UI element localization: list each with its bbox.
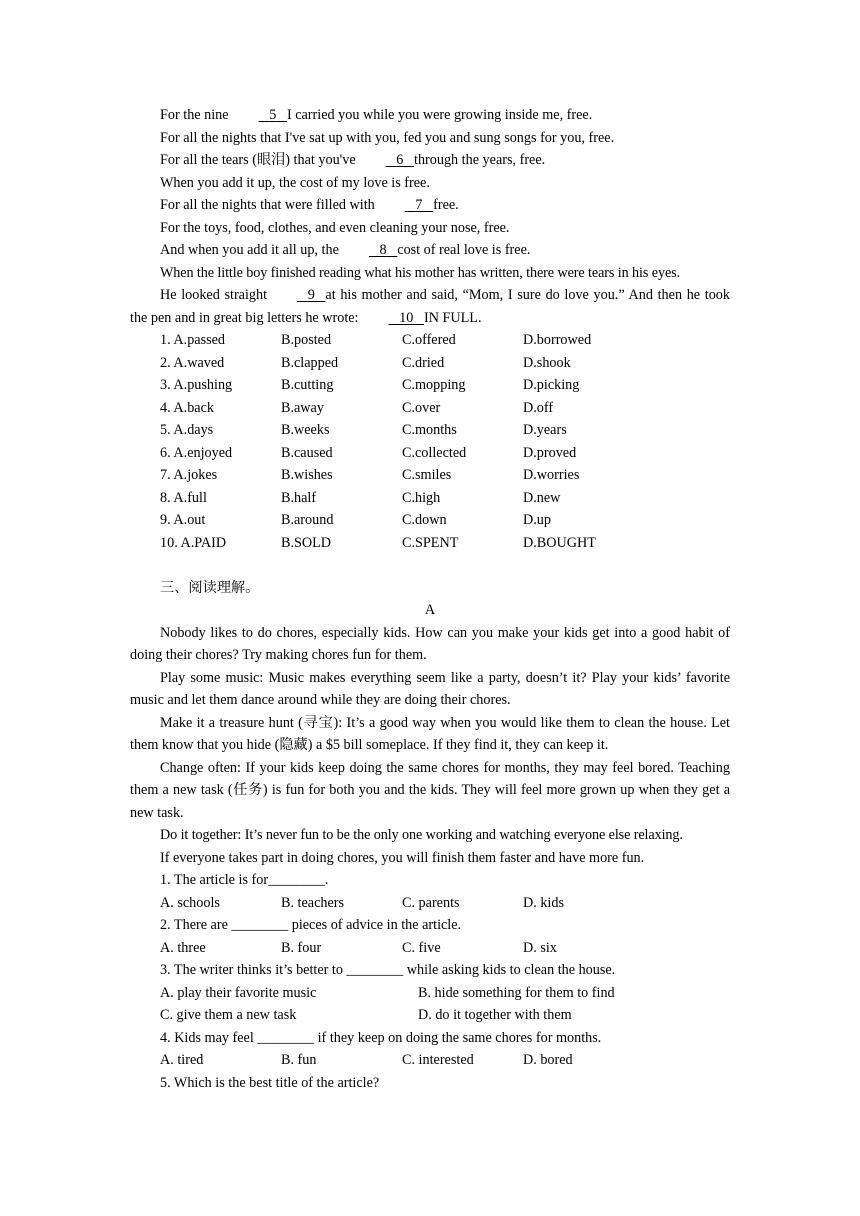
- question-3-options-row1: A. play their favorite music B. hide something for them to find: [160, 984, 615, 1001]
- question-5: 5. Which is the best title of the article?: [160, 1074, 380, 1091]
- option-row: 5. A.days B.weeks C.months D.years: [160, 422, 567, 438]
- cloze-blank: 7: [415, 197, 423, 213]
- section-title: 三、阅读理解。: [160, 579, 260, 596]
- cloze-blank: 8: [379, 242, 387, 258]
- cloze-blank: 10: [399, 309, 414, 326]
- question-2-options: A. three B. four C. five D. six: [160, 939, 557, 956]
- option-row: 1. A.passed B.posted C.offered D.borrowed: [160, 332, 592, 348]
- question-1-options: A. schools B. teachers C. parents D. kids: [160, 894, 564, 911]
- passage-paragraph: Change often: If your kids keep doing the same chores for months, they may feel bored. Teaching them a new task (任务) is fun for both you and the kids. They will feel more grown up when they get a new task.: [130, 759, 730, 821]
- poem-line: For all the tears (眼泪) that you've 6 through the years, free.: [130, 149, 730, 172]
- passage-paragraph: Make it a treasure hunt (寻宝): It’s a good way when you would like them to clean the house. Let them know that you hide (隐藏) a $5 bill someplace. If they find it, they can keep it.: [130, 714, 730, 753]
- poem-line: For the nine 5 I carried you while you were growing inside me, free.: [130, 104, 730, 127]
- option-row: 2. A.waved B.clapped C.dried D.shook: [160, 354, 571, 371]
- cloze-options: [130, 329, 730, 554]
- question-4-options: A. tired B. fun C. interested D. bored: [160, 1052, 573, 1068]
- option-row: 6. A.enjoyed B.caused C.collected D.proved: [160, 444, 577, 461]
- option-row: 4. A.back B.away C.over D.off: [160, 399, 554, 416]
- question-3-options-row2: C. give them a new task D. do it together with them: [160, 1007, 572, 1023]
- poem-line: For all the nights that I've sat up with you, fed you and sung songs for you, free.: [160, 129, 615, 146]
- passage-paragraph: Play some music: Music makes everything seem like a party, doesn’t it? Play your kids’ favorite music and let them dance around while they are doing their chores.: [130, 669, 730, 708]
- poem-line: When the little boy finished reading what his mother has written, there were tears in his eyes.: [160, 264, 681, 281]
- option-row: 10. A.PAID B.SOLD C.SPENT D.BOUGHT: [160, 534, 596, 551]
- document-page: [130, 104, 730, 1094]
- option-row: 7. A.jokes B.wishes C.smiles D.worries: [160, 467, 580, 483]
- passage-paragraph: If everyone takes part in doing chores, you will finish them faster and have more fun.: [160, 849, 645, 866]
- option-row: 3. A.pushing B.cutting C.mopping D.picking: [160, 377, 580, 393]
- cloze-blank: 9: [307, 287, 315, 303]
- question-1: 1. The article is for________.: [160, 872, 329, 888]
- poem-line: For all the nights that were filled with 7 free.: [130, 194, 730, 217]
- passage-label: A: [424, 602, 436, 618]
- poem-line: He looked straight 9 at his mother and said, “Mom, I sure do love you.” And then he took the pen and in great big letters he wrote: 10 IN FULL.: [130, 284, 730, 329]
- passage-paragraph: Nobody likes to do chores, especially kids. How can you make your kids get into a good habit of doing their chores? Try making chores fun for them.: [130, 624, 730, 663]
- question-2: 2. There are ________ pieces of advice in the article.: [160, 917, 462, 933]
- question-4: 4. Kids may feel ________ if they keep on doing the same chores for months.: [160, 1029, 602, 1046]
- option-row: 9. A.out B.around C.down D.up: [160, 512, 551, 528]
- poem-line: For the toys, food, clothes, and even cleaning your nose, free.: [160, 219, 510, 236]
- cloze-blank: 5: [269, 107, 277, 123]
- option-row: 8. A.full B.half C.high D.new: [160, 489, 561, 506]
- passage-paragraph: Do it together: It’s never fun to be the only one working and watching everyone else relaxing.: [160, 827, 683, 843]
- question-3: 3. The writer thinks it’s better to ________ while asking kids to clean the house.: [160, 962, 616, 978]
- cloze-blank: 6: [396, 152, 404, 168]
- poem-line: When you add it up, the cost of my love is free.: [160, 174, 430, 191]
- poem-line: And when you add it all up, the 8 cost of real love is free.: [130, 239, 730, 262]
